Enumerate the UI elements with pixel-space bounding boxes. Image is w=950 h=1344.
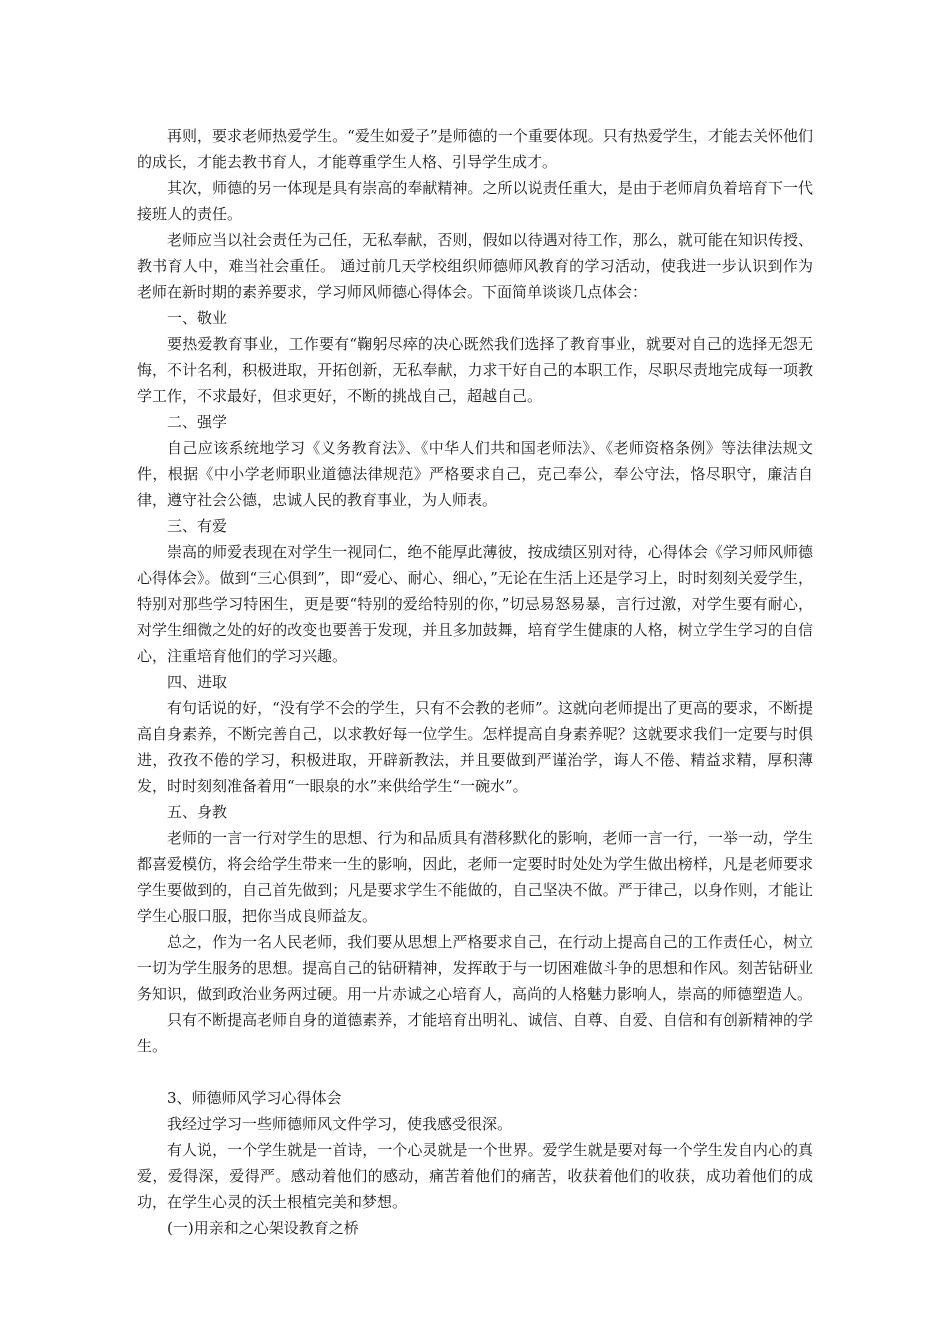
paragraph: 有人说，一个学生就是一首诗，一个心灵就是一个世界。爱学生就是要对每一个学生发自内心的真爱，爱得深，爱得严。感动着他们的感动，痛苦着他们的痛苦，收获着他们的收获，成功着他们的成功，在学生心灵的沃土根植完美和梦想。 [137, 1141, 813, 1211]
paragraph: 总之，作为一名人民老师，我们要从思想上严格要求自己，在行动上提高自己的工作责任心，树立一切为学生服务的思想。提高自己的钻研精神，发挥敢于与一切困难做斗争的思想和作风。刻苦钻研业务知识，做到政治业务两过硬。用一片赤诚之心培育人，高尚的人格魅力影响人，崇高的师德塑造人。 [137, 933, 813, 1003]
paragraph: 其次，师德的另一体现是具有崇高的奉献精神。之所以说责任重大，是由于老师肩负着培育下一代接班人的责任。 [137, 179, 813, 223]
article-heading: 3、师德师风学习心得体会 [167, 1089, 342, 1107]
subsection-heading: (一)用亲和之心架设教育之桥 [167, 1219, 359, 1237]
document-page [137, 123, 813, 1241]
section-heading: 五、身教 [167, 803, 228, 821]
blank-line [137, 1059, 813, 1085]
section-heading: 四、进取 [167, 673, 228, 691]
paragraph: 有句话说的好，“没有学不会的学生，只有不会教的老师”。这就向老师提出了更高的要求，不断提高自身素养，不断完善自己，以求教好每一位学生。怎样提高自身素养呢？这就要求我们一定要与时俱进，孜孜不倦的学习，积极进取，开辟新教法，并且要做到严谨治学，诲人不倦、精益求精，厚积薄发，时时刻刻准备着用“一眼泉的水”来供给学生“一碗水”。 [137, 699, 813, 795]
section-heading: 二、强学 [167, 413, 228, 431]
paragraph: 再则，要求老师热爱学生。“爱生如爱子”是师德的一个重要体现。只有热爱学生，才能去关怀他们的成长，才能去教书育人，才能尊重学生人格、引导学生成才。 [137, 127, 813, 171]
paragraph: 只有不断提高老师自身的道德素养，才能培育出明礼、诚信、自尊、自爱、自信和有创新精神的学生。 [137, 1011, 813, 1055]
section-heading: 三、有爱 [167, 517, 228, 535]
section-heading: 一、敬业 [167, 309, 228, 327]
paragraph: 老师的一言一行对学生的思想、行为和品质具有潜移默化的影响，老师一言一行，一举一动，学生都喜爱模仿，将会给学生带来一生的影响，因此，老师一定要时时处处为学生做出榜样，凡是老师要求学生要做到的，自己首先做到；凡是要求学生不能做的，自己坚决不做。严于律己，以身作则，才能让学生心服口服，把你当成良师益友。 [137, 829, 813, 925]
paragraph: 崇高的师爱表现在对学生一视同仁，绝不能厚此薄彼，按成绩区别对待，心得体会《学习师风师德心得体会》。做到“三心俱到”，即“爱心、耐心、细心，”无论在生活上还是学习上，时时刻刻关爱学生，特别对那些学习特困生，更是要“特别的爱给特别的你，”切忌易怒易暴，言行过激，对学生要有耐心，对学生细微之处的好的改变也要善于发现，并且多加鼓舞，培育学生健康的人格，树立学生学习的自信心，注重培育他们的学习兴趣。 [137, 543, 813, 665]
paragraph: 老师应当以社会责任为己任，无私奉献，否则，假如以待遇对待工作，那么，就可能在知识传授、教书育人中，难当社会重任。 通过前几天学校组织师德师风教育的学习活动，使我进一步认识到作为老师在新时期的素养要求，学习师风师德心得体会。下面简单谈谈几点体会： [137, 231, 813, 301]
paragraph: 我经过学习一些师德师风文件学习，使我感受很深。 [167, 1115, 513, 1133]
paragraph: 自己应该系统地学习《义务教育法》、《中华人们共和国老师法》、《老师资格条例》等法律法规文件，根据《中小学老师职业道德法律规范》严格要求自己，克己奉公，奉公守法，恪尽职守，廉洁自律，遵守社会公德，忠诚人民的教育事业，为人师表。 [137, 439, 813, 509]
paragraph: 要热爱教育事业，工作要有“鞠躬尽瘁的决心既然我们选择了教育事业，就要对自己的选择无怨无悔，不计名利，积极进取，开拓创新，无私奉献，力求干好自己的本职工作，尽职尽责地完成每一项教学工作，不求最好，但求更好，不断的挑战自己，超越自己。 [137, 335, 813, 405]
